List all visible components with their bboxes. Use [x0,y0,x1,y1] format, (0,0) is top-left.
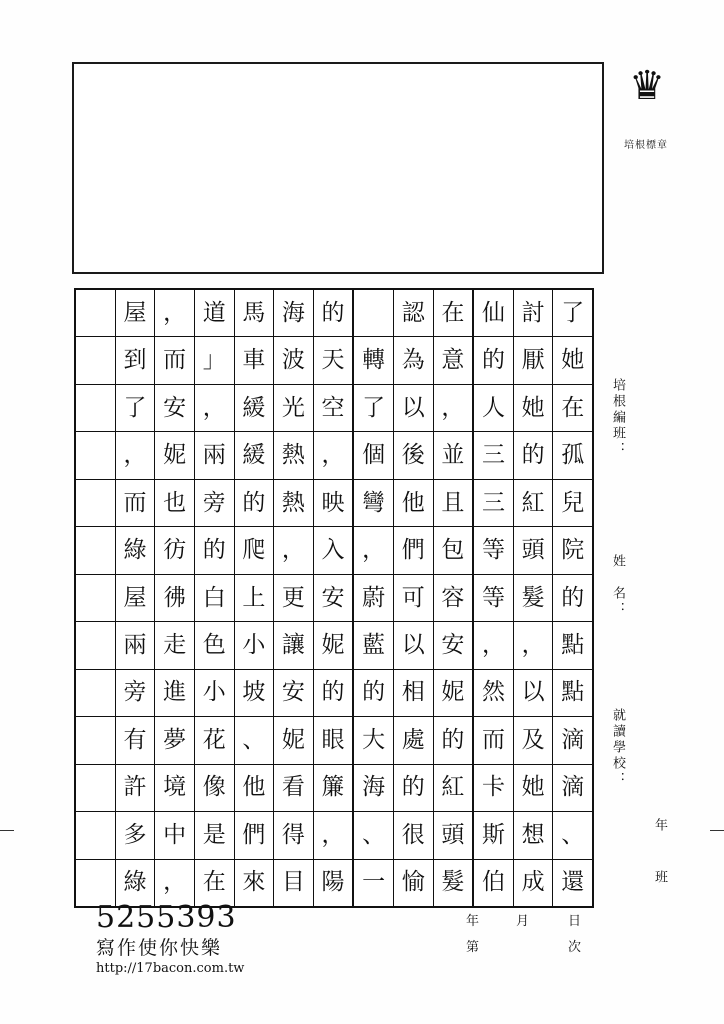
manuscript-cell: 的 [514,432,553,479]
manuscript-cell: 上 [235,575,274,622]
manuscript-cell: 她 [553,337,592,384]
manuscript-cell [76,337,115,384]
manuscript-cell: 她 [514,765,553,812]
manuscript-cell: 頭 [514,527,553,574]
manuscript-cell: 她 [514,385,553,432]
manuscript-cell: 頭 [434,812,473,859]
manuscript-cell: 車 [235,337,274,384]
manuscript-cell: 很 [394,812,433,859]
manuscript-cell: 到 [116,337,155,384]
manuscript-cell: 色 [195,622,234,669]
manuscript-cell: 及 [514,717,553,764]
manuscript-cell: ， [274,527,313,574]
manuscript-cell: 夢 [155,717,194,764]
manuscript-cell: 光 [274,385,313,432]
manuscript-cell: 斯 [474,812,513,859]
manuscript-cell: 藍 [354,622,393,669]
manuscript-cell: 安 [434,622,473,669]
manuscript-cell: 的 [195,527,234,574]
manuscript-cell: 他 [235,765,274,812]
manuscript-cell: 中 [155,812,194,859]
stamp-block [600,62,692,151]
manuscript-cell: ， [514,622,553,669]
manuscript-cell: 的 [474,337,513,384]
footer-url[interactable]: http://17bacon.com.tw [96,961,245,976]
manuscript-cell: 是 [195,812,234,859]
meta-class-field: 培根編班： [610,378,625,458]
manuscript-cell: 的 [553,575,592,622]
manuscript-column [313,290,353,906]
manuscript-cell: 髮 [441,869,465,896]
manuscript-cell: 愉 [401,869,425,896]
manuscript-cell: 小 [195,670,234,717]
manuscript-cell: 熱 [274,432,313,479]
manuscript-cell: 安 [274,670,313,717]
manuscript-cell: 大 [354,717,393,764]
bottom-month-label: 月 [516,914,530,929]
manuscript-cell [76,622,115,669]
manuscript-cell: 紅 [434,765,473,812]
manuscript-cell: 、 [235,717,274,764]
manuscript-cell: 妮 [314,622,353,669]
manuscript-cell: 得 [274,812,313,859]
manuscript-cell [76,575,115,622]
manuscript-cell: 等 [474,527,513,574]
manuscript-cell: 熱 [274,480,313,527]
manuscript-cell: 爬 [235,527,274,574]
manuscript-cell: 妮 [155,432,194,479]
manuscript-cell: 兩 [116,622,155,669]
manuscript-cell: 的 [354,670,393,717]
manuscript-cell: 他 [394,480,433,527]
manuscript-cell: 在 [553,385,592,432]
manuscript-cell: 卡 [474,765,513,812]
manuscript-cell: 、 [354,812,393,859]
manuscript-cell: ， [195,385,234,432]
manuscript-cell: 來 [242,869,266,896]
manuscript-cell: 彷 [155,527,194,574]
manuscript-cell: 院 [553,527,592,574]
manuscript-cell [354,290,393,337]
manuscript-cell [76,527,115,574]
manuscript-cell: 意 [434,337,473,384]
manuscript-cell: 屋 [116,575,155,622]
manuscript-cell: 波 [274,337,313,384]
manuscript-cell: 花 [195,717,234,764]
manuscript-cell: 馬 [235,290,274,337]
manuscript-cell: 海 [274,290,313,337]
manuscript-cell: 妮 [274,717,313,764]
manuscript-cell [76,765,115,812]
meta-name-field: 姓 名： [610,554,625,618]
manuscript-cell: 旁 [195,480,234,527]
manuscript-column [472,290,513,906]
manuscript-cell: 髮 [514,575,553,622]
manuscript-column [433,290,473,906]
manuscript-cell: 走 [155,622,194,669]
manuscript-cell: 看 [274,765,313,812]
manuscript-cell: 有 [116,717,155,764]
manuscript-cell: 的 [314,670,353,717]
manuscript-cell: ， [314,432,353,479]
manuscript-cell: 彎 [354,480,393,527]
manuscript-cell: 境 [155,765,194,812]
manuscript-cell: 滴 [553,717,592,764]
manuscript-cell: 可 [394,575,433,622]
bacon-stamp-icon: ♛ [629,63,663,109]
footer-serial-number: 5255393 [96,900,237,935]
manuscript-cell: 像 [195,765,234,812]
manuscript-cell: 進 [155,670,194,717]
manuscript-cell: 道 [195,290,234,337]
manuscript-cell: 處 [394,717,433,764]
manuscript-cell [76,717,115,764]
manuscript-cell: 多 [116,812,155,859]
stamp-label: 培根標章 [624,140,668,151]
meta-school-field: 就讀學校： [610,708,625,788]
manuscript-cell: 還 [561,869,585,896]
manuscript-cell: 的 [314,290,353,337]
manuscript-cell: 轉 [354,337,393,384]
meta-classno-field: 班 [652,870,667,886]
manuscript-cell: 人 [474,385,513,432]
manuscript-grid [74,288,594,908]
manuscript-cell: 小 [235,622,274,669]
manuscript-cell: 更 [274,575,313,622]
manuscript-cell: 並 [434,432,473,479]
manuscript-cell [76,385,115,432]
manuscript-cell [76,480,115,527]
manuscript-cell: 白 [195,575,234,622]
manuscript-cell: 綠 [123,869,147,896]
manuscript-cell: 三 [474,432,513,479]
manuscript-cell: 入 [314,527,353,574]
manuscript-cell: 想 [514,812,553,859]
manuscript-cell: 成 [521,869,545,896]
manuscript-cell: 容 [434,575,473,622]
manuscript-cell: 點 [553,670,592,717]
manuscript-grid-wrapper [74,288,594,908]
manuscript-cell: 映 [314,480,353,527]
manuscript-cell: 厭 [514,337,553,384]
bottom-meta [452,906,632,964]
manuscript-column [393,290,433,906]
manuscript-cell: 彿 [155,575,194,622]
meta-grade-field: 年 [652,818,667,834]
manuscript-cell: 而 [155,337,194,384]
manuscript-cell: 的 [235,480,274,527]
manuscript-cell: ， [434,385,473,432]
manuscript-cell: 了 [354,385,393,432]
manuscript-cell: 讓 [274,622,313,669]
manuscript-cell: 以 [514,670,553,717]
manuscript-cell: 、 [553,812,592,859]
manuscript-cell: 紅 [514,480,553,527]
manuscript-cell: 包 [434,527,473,574]
bottom-count-label: 次 [568,940,582,955]
manuscript-cell: 仙 [474,290,513,337]
crop-tick-right [710,830,724,831]
manuscript-cell: ， [474,622,513,669]
meta-column [604,378,700,918]
manuscript-cell: 們 [235,812,274,859]
manuscript-cell: 且 [434,480,473,527]
manuscript-cell: 」 [195,337,234,384]
bottom-year-label: 年 [466,914,480,929]
manuscript-cell: 許 [116,765,155,812]
manuscript-column [76,290,115,906]
manuscript-cell: 伯 [481,869,505,896]
manuscript-cell: 在 [202,869,226,896]
manuscript-cell: 等 [474,575,513,622]
manuscript-cell: 一 [362,869,386,896]
manuscript-cell: 緩 [235,385,274,432]
manuscript-column [513,290,553,906]
manuscript-cell: 滴 [553,765,592,812]
manuscript-cell: 安 [314,575,353,622]
manuscript-cell: 兩 [195,432,234,479]
manuscript-cell: 相 [394,670,433,717]
manuscript-cell: 屋 [116,290,155,337]
manuscript-cell: 個 [354,432,393,479]
manuscript-cell: 陽 [321,869,345,896]
manuscript-column [352,290,393,906]
manuscript-cell: 點 [553,622,592,669]
manuscript-cell [76,670,115,717]
manuscript-cell: 以 [394,622,433,669]
manuscript-cell: 然 [474,670,513,717]
manuscript-cell: 孤 [553,432,592,479]
manuscript-cell: 討 [514,290,553,337]
manuscript-cell: 簾 [314,765,353,812]
title-box [72,62,604,274]
manuscript-cell: ， [155,290,194,337]
manuscript-cell: 目 [281,869,305,896]
manuscript-cell: 海 [354,765,393,812]
manuscript-cell: ， [354,527,393,574]
crop-tick-left [0,830,14,831]
manuscript-cell: 了 [553,290,592,337]
manuscript-cell: 的 [394,765,433,812]
bottom-day-label: 日 [568,914,582,929]
manuscript-cell: 蔚 [354,575,393,622]
manuscript-cell: 眼 [314,717,353,764]
manuscript-cell: 綠 [116,527,155,574]
manuscript-cell: ， [163,869,187,896]
manuscript-cell: 而 [116,480,155,527]
manuscript-cell: ， [116,432,155,479]
manuscript-column [273,290,313,906]
manuscript-cell: 安 [155,385,194,432]
manuscript-column [194,290,234,906]
manuscript-cell: 的 [434,717,473,764]
bottom-number-label: 第 [466,940,480,955]
manuscript-cell: ， [314,812,353,859]
manuscript-cell: 三 [474,480,513,527]
manuscript-column [552,290,592,906]
manuscript-cell: 天 [314,337,353,384]
manuscript-cell: 以 [394,385,433,432]
manuscript-cell [76,290,115,337]
manuscript-cell: 旁 [116,670,155,717]
manuscript-cell: 坡 [235,670,274,717]
footer-brand [96,900,396,976]
manuscript-cell: 而 [474,717,513,764]
manuscript-column [154,290,194,906]
footer-slogan: 寫作使你快樂 [96,937,223,959]
manuscript-cell: 妮 [434,670,473,717]
manuscript-cell: 們 [394,527,433,574]
manuscript-cell: 也 [155,480,194,527]
manuscript-cell: 空 [314,385,353,432]
manuscript-column [234,290,274,906]
manuscript-cell: 認 [394,290,433,337]
manuscript-cell: 緩 [235,432,274,479]
manuscript-cell: 為 [394,337,433,384]
manuscript-cell: 兒 [553,480,592,527]
manuscript-cell: 在 [434,290,473,337]
manuscript-column [115,290,155,906]
manuscript-cell [76,432,115,479]
manuscript-cell [76,812,115,859]
manuscript-cell: 了 [116,385,155,432]
manuscript-cell: 後 [394,432,433,479]
